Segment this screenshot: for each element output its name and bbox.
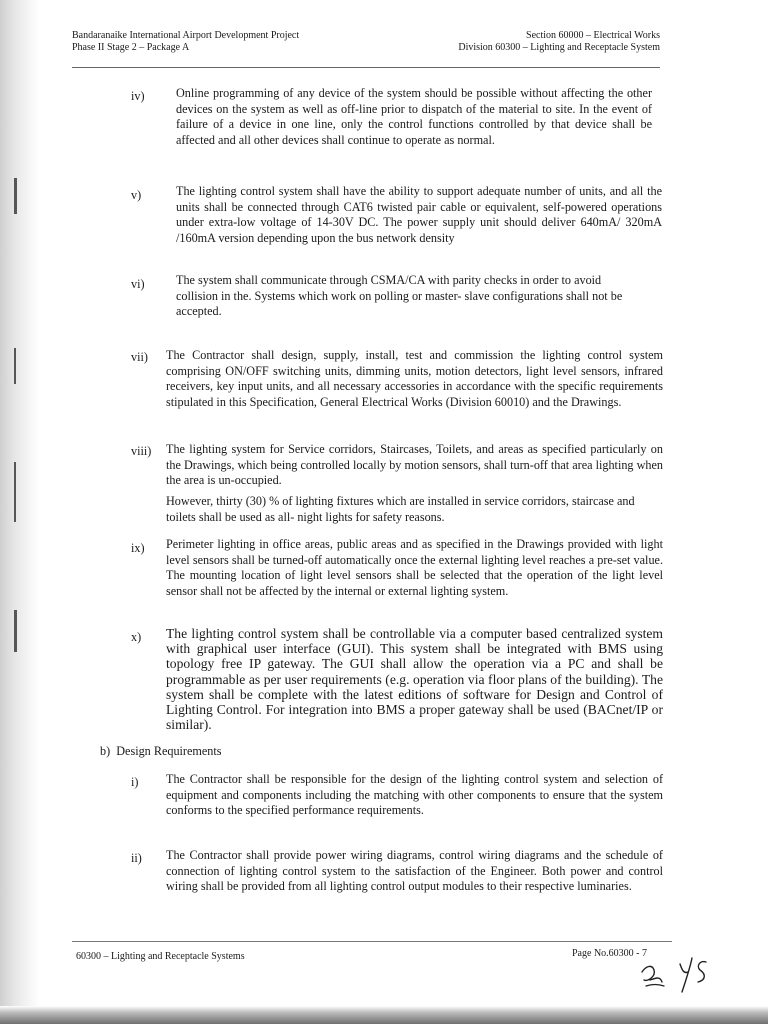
item-text: The Contractor shall be responsible for the design of the lighting control system and selection of equipment and components including the matching with other components to ensure that the system conforms to the specified performance requirements. (166, 772, 663, 817)
item-text: The Contractor shall provide power wiring diagrams, control wiring diagrams and the schedule of connection of lighting control system to the satisfaction of the Engineer. Both power and control wiring shall be provided from all lighting control output modules to their respective luminaries. (166, 848, 663, 893)
item-number: vii) (131, 350, 148, 364)
scan-shadow (0, 0, 40, 1024)
item-text: The Contractor shall design, supply, install, test and commission the lighting control system comprising ON/OFF switching units, dimming units, motion detectors, light level sensors, infrared receivers, key input units, and all necessary accessories in accordance with the specific requirements stipulated in this Specification, General Electrical Works (Division 60010) and the Drawings. (166, 348, 663, 409)
scan-bottom-edge (0, 1006, 768, 1024)
item-text: The lighting control system shall be controllable via a computer based centralized system with graphical user interface (GUI). This system shall be integrated with BMS using topology free IP gateway. The GUI shall allow the operation via a PC and shall be programmable as per user requirements (e.g. operation via floor plans of the building). The system shall be complete with the latest editions of software for Design and Control of Lighting Control. For integration into BMS a proper gateway shall be used (BACnet/IP or similar). (166, 626, 663, 733)
item-text: Perimeter lighting in office areas, public areas and as specified in the Drawings provided with light level sensors shall be turned-off automatically once the external lighting level reaches a pre-set value. The mounting location of light level sensors shall be selected that the operation of the light level sensor shall not be affected by the internal or external lighting system. (166, 537, 663, 598)
item-number: i) (131, 775, 139, 789)
project-title: Bandaranaike International Airport Development Project (72, 30, 300, 41)
item-text: The lighting control system shall have the ability to support adequate number of units, and all the units shall be connected through CAT6 twisted pair cable or equivalent, self-powered operations under extra-low voltage of 14-30V DC. The power supply unit should deliver 640mA/ 320mA /160mA version depending upon the bus network density (176, 184, 662, 245)
item-text: However, thirty (30) % of lighting fixtures which are installed in service corridors, staircase and toilets shall be used as all- night lights for safety reasons. (166, 494, 635, 524)
handwritten-signature (640, 952, 720, 996)
section-heading: b) Design Requirements (100, 744, 222, 758)
footer-divider (72, 941, 672, 942)
item-text: The system shall communicate through CSMA/CA with parity checks in order to avoid collision in the. Systems which work on polling or master- slave configurations shall not be accepted. (176, 273, 623, 318)
item-number: v) (131, 188, 142, 202)
section-title: Section 60000 – Electrical Works (526, 30, 660, 41)
scan-artifact (14, 348, 16, 384)
scan-artifact (14, 462, 16, 522)
item-number: vi) (131, 277, 145, 291)
item-number: iv) (131, 89, 145, 103)
project-phase: Phase II Stage 2 – Package A (72, 42, 190, 53)
scan-artifact (14, 178, 17, 214)
item-number: x) (131, 630, 142, 644)
item-number: viii) (131, 444, 152, 458)
item-number: ii) (131, 851, 142, 865)
header-divider (72, 67, 660, 68)
division-title: Division 60300 – Lighting and Receptacle System (458, 42, 660, 53)
page-number: Page No.60300 - 7 (572, 948, 647, 959)
item-text: Online programming of any device of the system should be possible without affecting the other devices on the system as well as off-line prior to dispatch of the material to site. In the event of failure of a device in one line, only the control functions controlled by that device shall be affected and all other devices shall continue to operate as normal. (176, 86, 652, 147)
item-text: The lighting system for Service corridors, Staircases, Toilets, and areas as specified particularly on the Drawings, which being controlled locally by motion sensors, shall turn-off that area lighting when the area is un-occupied. (166, 442, 663, 487)
scan-artifact (14, 610, 17, 652)
item-number: ix) (131, 541, 145, 555)
footer-document-title: 60300 – Lighting and Receptacle Systems (76, 951, 245, 962)
